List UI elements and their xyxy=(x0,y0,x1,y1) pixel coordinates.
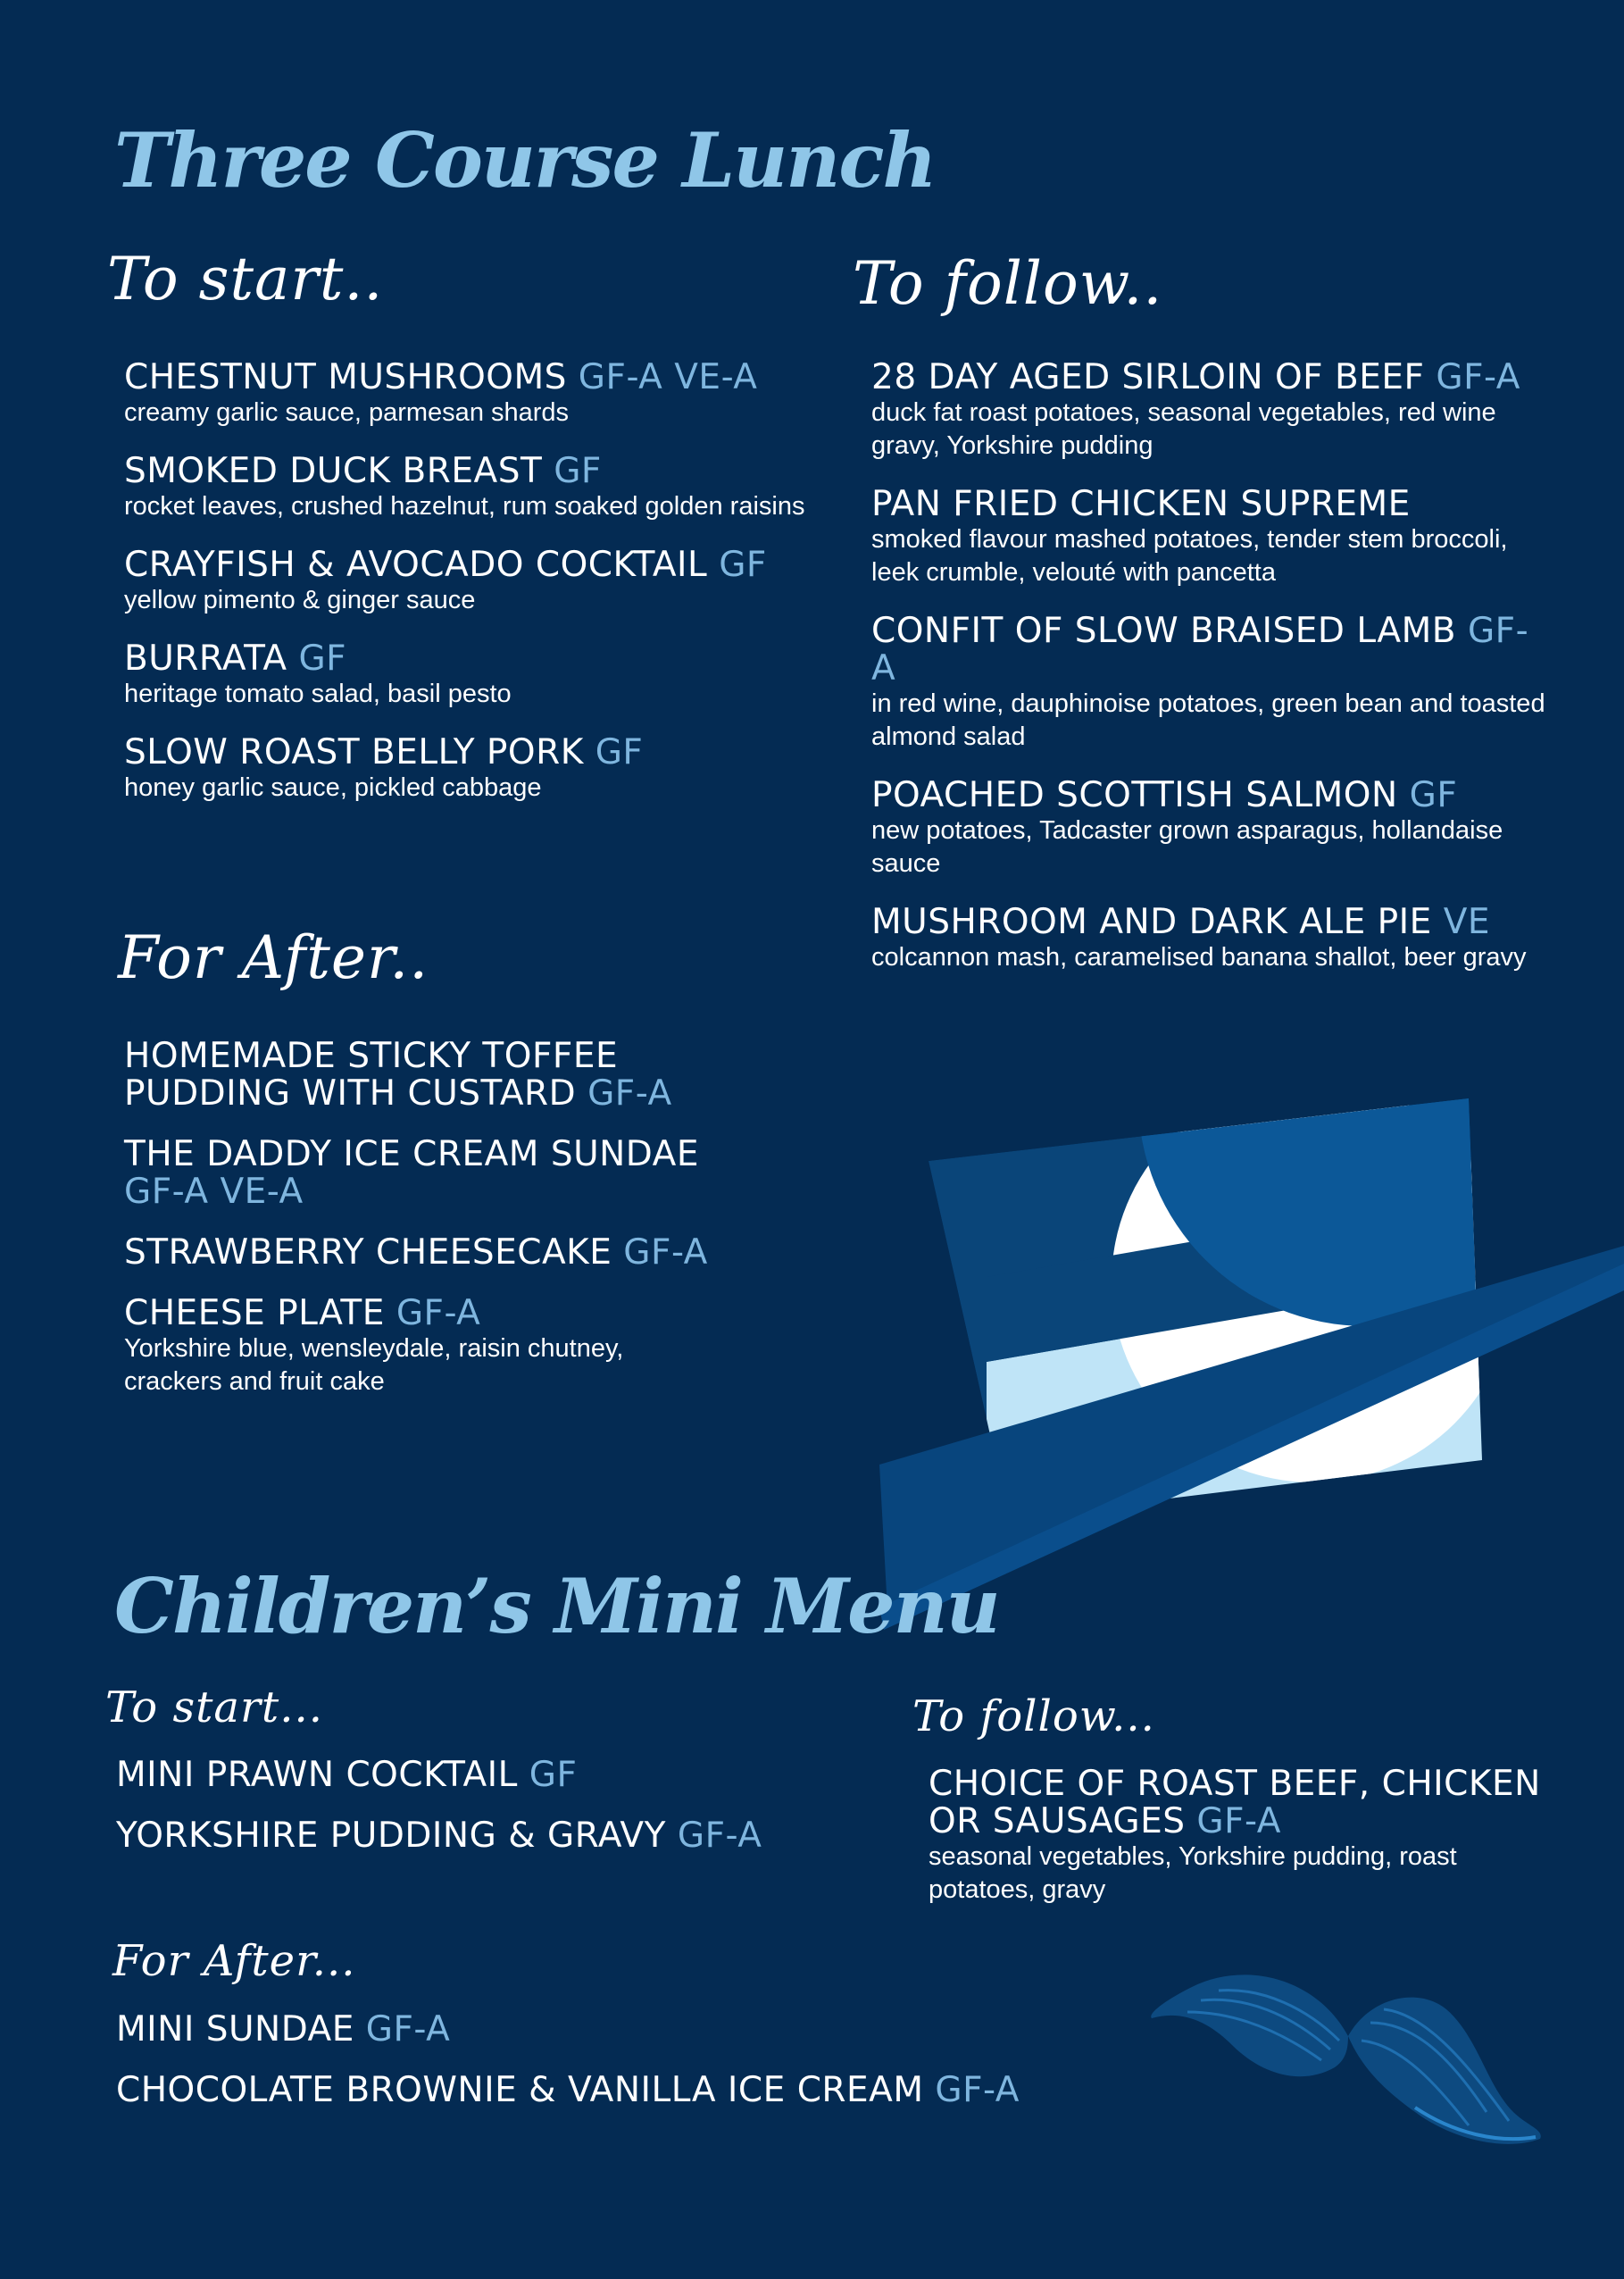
dietary-tag: GF-A xyxy=(871,611,1529,689)
lunch-after-list xyxy=(124,1038,785,1398)
item-name: CHOCOLATE BROWNIE & VANILLA ICE CREAM xyxy=(116,2070,924,2110)
item-description: colcannon mash, caramelised banana shallot, beer gravy xyxy=(871,943,1527,972)
item-description: in red wine, dauphinoise potatoes, green bean and toasted almond salad xyxy=(871,689,1545,751)
item-name: STRAWBERRY CHEESECAKE xyxy=(124,1232,612,1273)
list-item xyxy=(124,359,838,430)
item-name: CRAYFISH & AVOCADO COCKTAIL xyxy=(124,545,708,585)
kids-follow-heading: To follow... xyxy=(912,1691,1155,1741)
list-item xyxy=(116,2072,1143,2109)
list-item xyxy=(871,486,1550,589)
kids-after-list xyxy=(116,2011,1143,2109)
item-description: yellow pimento & ginger sauce xyxy=(124,586,476,614)
kids-start-heading: To start... xyxy=(105,1682,323,1732)
item-name: MINI PRAWN COCKTAIL xyxy=(116,1755,518,1795)
dietary-tag: GF xyxy=(1409,775,1458,815)
item-description: smoked flavour mashed potatoes, tender stem broccoli, leek crumble, velouté with pancetta xyxy=(871,525,1508,587)
item-description: honey garlic sauce, pickled cabbage xyxy=(124,773,542,802)
lunch-follow-heading: To follow.. xyxy=(853,249,1163,318)
item-description: duck fat roast potatoes, seasonal vegetables, red wine gravy, Yorkshire pudding xyxy=(871,398,1496,460)
item-name: MINI SUNDAE xyxy=(116,2009,354,2049)
dietary-tag: GF-A xyxy=(587,1073,672,1114)
list-item xyxy=(116,1817,884,1855)
list-item xyxy=(929,1766,1545,1907)
lunch-start-heading: To start.. xyxy=(107,245,384,313)
item-name: SMOKED DUCK BREAST xyxy=(124,451,543,491)
list-item xyxy=(124,1234,785,1272)
lunch-title: Three Course Lunch xyxy=(114,116,936,205)
dietary-tag: GF-A VE-A xyxy=(578,357,758,397)
item-name: 28 DAY AGED SIRLOIN OF BEEF xyxy=(871,357,1425,397)
lunch-start-list xyxy=(124,359,838,805)
dietary-tag: GF xyxy=(554,451,602,491)
list-item xyxy=(871,359,1550,463)
list-item xyxy=(124,1295,713,1398)
item-name: POACHED SCOTTISH SALMON xyxy=(871,775,1398,815)
item-name: HOMEMADE STICKY TOFFEE PUDDING WITH CUSTARD xyxy=(124,1036,619,1114)
item-description: rocket leaves, crushed hazelnut, rum soaked golden raisins xyxy=(124,492,805,521)
item-description: new potatoes, Tadcaster grown asparagus, hollandaise sauce xyxy=(871,816,1503,878)
kids-title: Children’s Mini Menu xyxy=(114,1562,999,1650)
dietary-tag: GF xyxy=(298,639,347,679)
list-item xyxy=(124,1136,749,1211)
item-name: PAN FRIED CHICKEN SUPREME xyxy=(871,484,1411,524)
dietary-tag: GF-A xyxy=(1436,357,1520,397)
top-hat-icon xyxy=(879,1094,1624,1630)
dietary-tag: GF-A xyxy=(677,1816,762,1856)
list-item xyxy=(116,2011,1143,2049)
item-name: CHESTNUT MUSHROOMS xyxy=(124,357,567,397)
dietary-tag: GF xyxy=(529,1755,578,1795)
dietary-tag: GF xyxy=(719,545,767,585)
list-item xyxy=(124,547,838,617)
item-name: SLOW ROAST BELLY PORK xyxy=(124,732,584,772)
item-name: YORKSHIRE PUDDING & GRAVY xyxy=(116,1816,666,1856)
list-item xyxy=(124,640,838,711)
dietary-tag: GF-A xyxy=(396,1293,481,1333)
kids-after-heading: For After... xyxy=(112,1936,356,1986)
list-item xyxy=(871,777,1550,881)
item-description: heritage tomato salad, basil pesto xyxy=(124,680,512,708)
dietary-tag: GF-A xyxy=(1196,1801,1281,1841)
kids-start-list xyxy=(116,1757,884,1855)
item-name: CONFIT OF SLOW BRAISED LAMB xyxy=(871,611,1457,651)
dietary-tag: GF-A xyxy=(623,1232,708,1273)
moustache-icon xyxy=(1147,1960,1549,2157)
list-item xyxy=(124,1038,749,1113)
dietary-tag: GF xyxy=(595,732,644,772)
kids-follow-list xyxy=(929,1766,1553,1907)
item-name: BURRATA xyxy=(124,639,287,679)
item-name: THE DADDY ICE CREAM SUNDAE xyxy=(124,1134,699,1174)
item-description: Yorkshire blue, wensleydale, raisin chutney, crackers and fruit cake xyxy=(124,1334,624,1396)
dietary-tag: GF-A xyxy=(365,2009,451,2049)
lunch-after-heading: For After.. xyxy=(118,923,429,992)
list-item xyxy=(124,453,820,523)
item-description: creamy garlic sauce, parmesan shards xyxy=(124,398,570,427)
list-item xyxy=(124,734,838,805)
list-item xyxy=(116,1757,884,1794)
dietary-tag: GF-A xyxy=(935,2070,1020,2110)
dietary-tag: VE xyxy=(1443,902,1491,942)
dietary-tag: GF-A VE-A xyxy=(124,1172,304,1212)
item-name: CHOICE OF ROAST BEEF, CHICKEN OR SAUSAGES xyxy=(929,1764,1541,1841)
list-item xyxy=(871,613,1550,754)
item-description: seasonal vegetables, Yorkshire pudding, roast potatoes, gravy xyxy=(929,1842,1457,1904)
list-item xyxy=(871,904,1550,974)
item-name: MUSHROOM AND DARK ALE PIE xyxy=(871,902,1432,942)
lunch-follow-list xyxy=(871,359,1550,974)
item-name: CHEESE PLATE xyxy=(124,1293,385,1333)
